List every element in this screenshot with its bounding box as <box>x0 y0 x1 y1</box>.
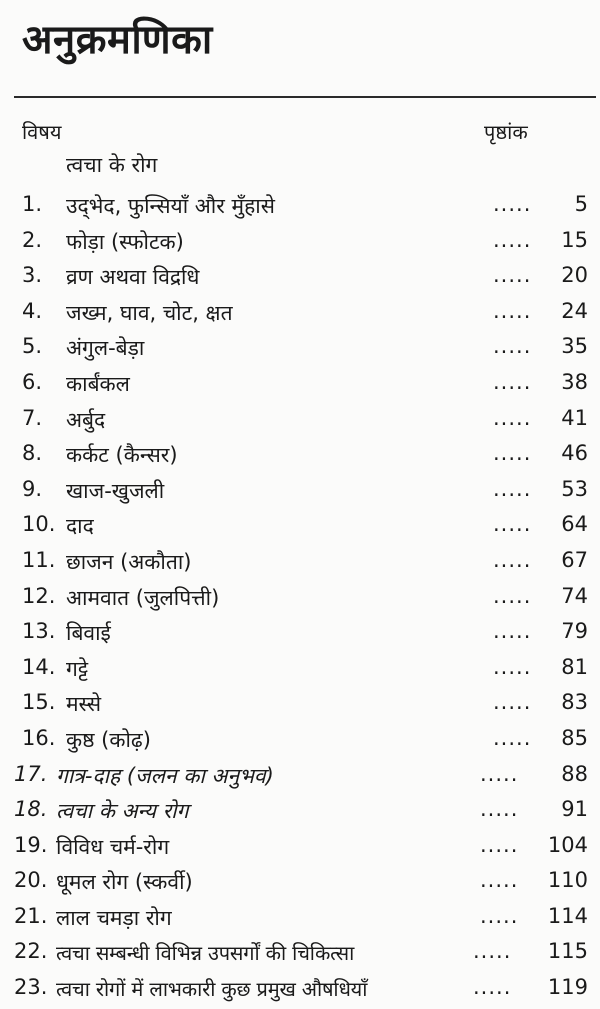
entry-page: 81 <box>561 654 588 679</box>
toc-entry <box>0 544 600 580</box>
entry-number: 12. <box>22 583 56 608</box>
toc-entry <box>0 259 600 295</box>
toc-entry <box>0 651 600 687</box>
entry-number: 1. <box>22 192 43 216</box>
dot-leader: ..... <box>480 832 519 857</box>
entry-page: 15 <box>561 227 588 252</box>
entry-number: 20. <box>14 868 48 893</box>
entry-page: 115 <box>547 939 588 964</box>
toc-entry <box>0 864 600 900</box>
table-of-contents <box>0 188 600 1007</box>
toc-entry <box>0 829 600 865</box>
dot-leader: ..... <box>473 939 512 964</box>
entry-page: 53 <box>561 476 588 501</box>
entry-number: 6. <box>22 369 43 394</box>
entry-number: 4. <box>22 298 43 323</box>
entry-title: त्वचा रोगों में लाभकारी कुछ प्रमुख औषधियाँ <box>56 977 368 1002</box>
dot-leader: ..... <box>493 690 532 715</box>
entry-title: जख्म, घाव, चोट, क्षत <box>66 300 233 325</box>
toc-entry <box>0 402 600 438</box>
dot-leader: ..... <box>493 298 532 323</box>
entry-page: 119 <box>547 975 588 1000</box>
entry-title: अर्बुद <box>66 407 106 432</box>
entry-page: 20 <box>561 263 588 288</box>
entry-title: लाल चमड़ा रोग <box>56 905 172 930</box>
dot-leader: ..... <box>473 975 512 1000</box>
entry-title: मस्से <box>66 692 102 717</box>
toc-entry <box>0 224 600 260</box>
entry-number: 7. <box>22 405 43 430</box>
entry-page: 74 <box>561 583 588 608</box>
toc-entry <box>0 971 600 1007</box>
entry-page: 5 <box>574 192 588 216</box>
dot-leader: ..... <box>493 227 532 252</box>
toc-entry <box>0 686 600 722</box>
section-title: त्वचा के रोग <box>66 153 158 177</box>
entry-title: गट्टे <box>66 656 89 681</box>
entry-number: 22. <box>14 939 48 964</box>
entry-page: 91 <box>561 797 588 822</box>
toc-entry <box>0 935 600 971</box>
dot-leader: ..... <box>493 512 532 537</box>
entry-page: 83 <box>561 690 588 715</box>
toc-entry <box>0 900 600 936</box>
dot-leader: ..... <box>480 797 519 822</box>
entry-number: 16. <box>22 725 56 750</box>
dot-leader: ..... <box>493 334 532 359</box>
toc-entry <box>0 188 600 224</box>
entry-page: 64 <box>561 512 588 537</box>
entry-number: 23. <box>14 975 48 1000</box>
toc-entry <box>0 437 600 473</box>
dot-leader: ..... <box>493 725 532 750</box>
entry-number: 19. <box>14 832 48 857</box>
entry-number: 10. <box>22 512 56 537</box>
dot-leader: ..... <box>493 192 532 216</box>
dot-leader: ..... <box>493 547 532 572</box>
toc-entry <box>0 366 600 402</box>
toc-entry <box>0 722 600 758</box>
entry-title: गात्र-दाह (जलन का अनुभव) <box>56 763 274 788</box>
entry-page: 85 <box>561 725 588 750</box>
entry-number: 14. <box>22 654 56 679</box>
entry-title: व्रण अथवा विद्रधि <box>66 265 200 290</box>
entry-title: आमवात (जुलपित्ती) <box>66 585 220 610</box>
entry-number: 8. <box>22 441 43 466</box>
entry-page: 38 <box>561 369 588 394</box>
entry-page: 114 <box>547 903 588 928</box>
entry-title: छाजन (अकौता) <box>66 549 192 574</box>
entry-number: 11. <box>22 547 56 572</box>
dot-leader: ..... <box>493 583 532 608</box>
toc-entry <box>0 758 600 794</box>
toc-entry <box>0 473 600 509</box>
entry-title: अंगुल-बेड़ा <box>66 336 145 361</box>
entry-page: 104 <box>547 832 588 857</box>
entry-title: दाद <box>66 514 94 539</box>
entry-number: 21. <box>14 903 48 928</box>
toc-entry <box>0 793 600 829</box>
dot-leader: ..... <box>480 761 519 786</box>
dot-leader: ..... <box>493 405 532 430</box>
entry-page: 110 <box>547 868 588 893</box>
dot-leader: ..... <box>493 441 532 466</box>
entry-title: कर्कट (कैन्सर) <box>66 443 178 468</box>
entry-page: 67 <box>561 547 588 572</box>
toc-entry <box>0 330 600 366</box>
dot-leader: ..... <box>493 619 532 644</box>
entry-number: 13. <box>22 619 56 644</box>
dot-leader: ..... <box>493 654 532 679</box>
entry-title: धूमल रोग (स्कर्वी) <box>56 870 193 895</box>
entry-page: 46 <box>561 441 588 466</box>
entry-page: 79 <box>561 619 588 644</box>
toc-entry <box>0 295 600 331</box>
entry-number: 5. <box>22 334 43 359</box>
entry-number: 9. <box>22 476 43 501</box>
dot-leader: ..... <box>480 903 519 928</box>
entry-number: 2. <box>22 227 43 252</box>
entry-title: फोड़ा (स्फोटक) <box>66 229 184 254</box>
toc-entry <box>0 615 600 651</box>
dot-leader: ..... <box>493 476 532 501</box>
entry-page: 35 <box>561 334 588 359</box>
title-underline <box>14 96 596 98</box>
entry-title: बिवाई <box>66 621 111 646</box>
entry-title: त्वचा के अन्य रोग <box>56 799 189 824</box>
entry-number: 17. <box>14 761 48 786</box>
dot-leader: ..... <box>480 868 519 893</box>
entry-title: कुष्ठ (कोढ़) <box>66 727 151 752</box>
entry-title: विविध चर्म-रोग <box>56 834 170 859</box>
dot-leader: ..... <box>493 263 532 288</box>
entry-page: 24 <box>561 298 588 323</box>
entry-page: 88 <box>561 761 588 786</box>
entry-number: 18. <box>14 797 48 822</box>
toc-entry <box>0 580 600 616</box>
toc-entry <box>0 508 600 544</box>
entry-page: 41 <box>561 405 588 430</box>
entry-number: 3. <box>22 263 43 288</box>
subject-column-header: विषय <box>22 120 62 144</box>
entry-number: 15. <box>22 690 56 715</box>
dot-leader: ..... <box>493 369 532 394</box>
page-column-header: पृष्ठांक <box>484 120 528 144</box>
entry-title: उद्‌भेद, फुन्सियाँ और मुँहासे <box>66 194 275 218</box>
entry-title: कार्बंकल <box>66 371 130 396</box>
page-title: अनुक्रमणिका <box>22 17 213 63</box>
entry-title: त्वचा सम्बन्धी विभिन्न उपसर्गों की चिकित्सा <box>56 941 355 966</box>
entry-title: खाज-खुजली <box>66 478 165 503</box>
